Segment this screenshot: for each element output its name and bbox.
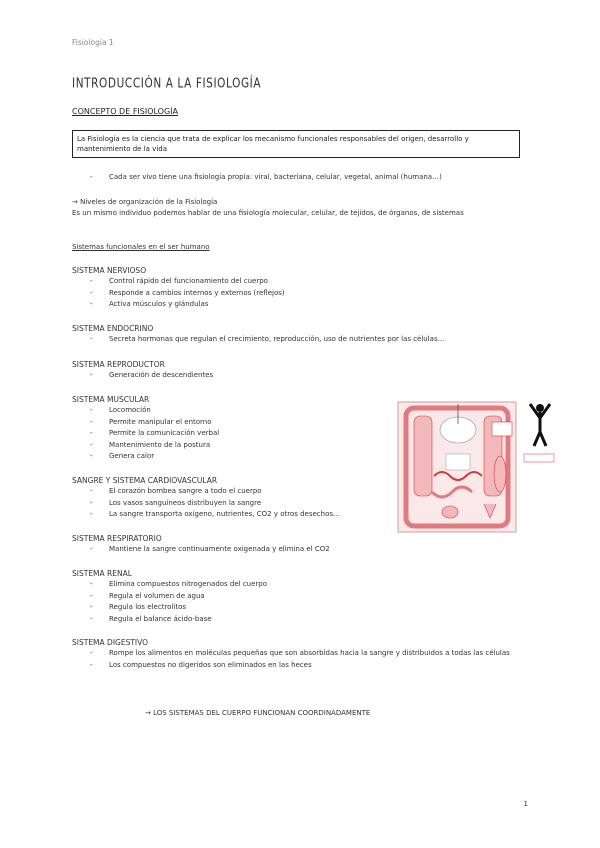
list-item: - Los compuestos no digeridos son eliminados en las heces [72,660,532,672]
system-renal [72,568,372,625]
conclusion: → LOS SISTEMAS DEL CUERPO FUNCIONAN COORDINADAMENTE [145,709,371,717]
list-item: - Control rápido del funcionamiento del cuerpo [72,276,372,288]
list-item: - El corazón bombea sangre a todo el cuerpo [72,486,382,498]
definition-box: La Fisiología es la ciencia que trata de explicar los mecanismo funcionales responsables del origen, desarrollo y mantenimiento de la vida [72,130,520,158]
system-title: SISTEMA DIGESTIVO [72,638,149,647]
system-cardiovascular [72,475,382,521]
system-title: SANGRE Y SISTEMA CARDIOVASCULAR [72,476,218,485]
list-item: - Regula el balance ácido-base [72,614,372,626]
list-item: - Mantenimiento de la postura [72,440,372,452]
levels-heading: → Niveles de organización de la Fisiología [72,198,218,206]
list-item: - La sangre transporta oxígeno, nutrientes, CO2 y otros desechos… [72,509,382,521]
list-item: - Los vasos sanguíneos distribuyen la sangre [72,498,382,510]
system-muscular [72,394,372,463]
page-header: Fisiología 1 [72,38,114,47]
kidney-icon [442,506,458,518]
list-item: - Activa músculos y glándulas [72,299,372,311]
muscle-icon [494,456,506,492]
system-nervioso [72,265,372,311]
list-item: - Regula los electrolitos [72,602,372,614]
person-head-icon [536,404,544,412]
living-list [72,172,532,184]
page-title: INTRODUCCIÓN A LA FISIOLOGÍA [72,76,262,91]
list-item: - Generación de descendientes [72,370,372,382]
concept-heading: CONCEPTO DE FISIOLOGÍA [72,107,179,116]
system-reproductor [72,359,372,382]
system-title: SISTEMA ENDOCRINO [72,324,154,333]
list-item: - Secreta hormonas que regulan el crecimiento, reproducción, uso de nutrientes por las células… [72,334,532,346]
list-item: - Mantiene la sangre continuamente oxigenada y elimina el CO2 [72,544,412,556]
list-item: - Responde a cambios internos y externos (reflejos) [72,288,372,300]
page-number: 1 [523,800,528,808]
list-item: - Locomoción [72,405,372,417]
list-item: - Permite la comunicación verbal [72,428,372,440]
system-respiratorio [72,533,412,556]
systems-heading: Sistemas funcionales en el ser humano [72,243,210,251]
system-title: SISTEMA MUSCULAR [72,395,150,404]
system-label-box [492,422,512,436]
list-item: - Regula el volumen de agua [72,591,372,603]
list-item: - Genera calor [72,451,372,463]
system-title: SISTEMA REPRODUCTOR [72,360,165,369]
system-endocrino [72,323,532,346]
system-title: SISTEMA RESPIRATORIO [72,534,162,543]
levels-text: Es un mismo individuo podemos hablar de una fisiología molecular, celular, de tejidos, de órganos, de sistemas [72,209,464,217]
vessel-left [414,416,432,496]
list-item: - Rompe los alimentos en moléculas pequeñas que son absorbidas hacia la sangre y distribuidos a todas las células [72,648,532,660]
list-item: - Cada ser vivo tiene una fisiología propia: viral, bacteriana, celular, vegetal, animal (humana…) [72,172,532,184]
system-digestivo [72,637,532,671]
system-title: SISTEMA RENAL [72,569,132,578]
system-title: SISTEMA NERVIOSO [72,266,147,275]
body-systems-diagram [392,384,562,542]
heart-label-box [446,454,470,470]
list-item: - Elimina compuestos nitrogenados del cuerpo [72,579,372,591]
list-item: - Permite manipular el entorno [72,417,372,429]
person-label-box [524,454,554,462]
